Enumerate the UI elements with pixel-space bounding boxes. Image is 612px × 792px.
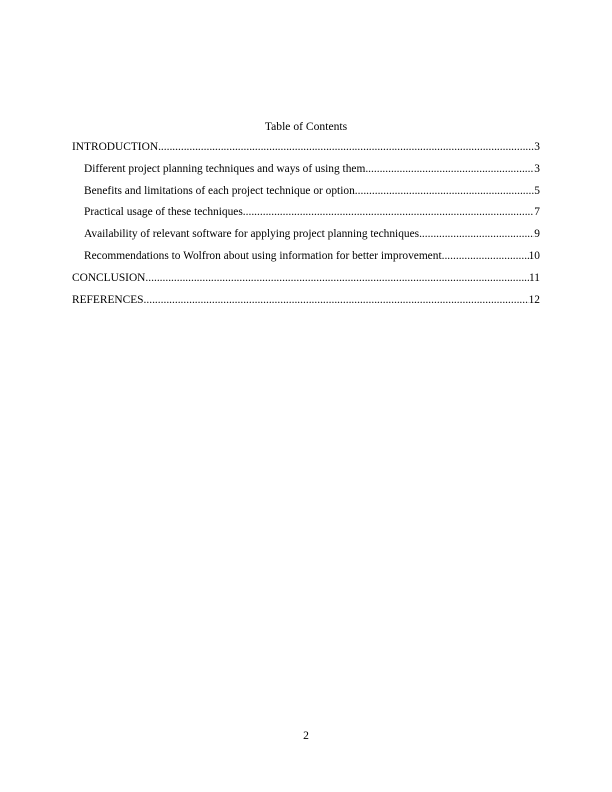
toc-entry-references[interactable] xyxy=(72,293,540,307)
toc-entry-text: Different project planning techniques and ways of using them xyxy=(84,162,366,175)
toc-entry-page: 7 xyxy=(534,206,540,219)
toc-dot-leader xyxy=(144,293,529,307)
toc-title: Table of Contents xyxy=(264,120,348,133)
toc-entry-text: REFERENCES xyxy=(72,293,144,306)
toc-entry-text: CONCLUSION xyxy=(72,271,146,284)
toc-dot-leader xyxy=(158,140,534,154)
toc-entry-text: Availability of relevant software for applying project planning techniques xyxy=(84,228,420,241)
toc-dot-leader xyxy=(243,205,535,219)
toc-entry-page: 12 xyxy=(528,293,540,306)
toc-dot-leader xyxy=(419,227,534,241)
toc-entry-page: 11 xyxy=(529,271,540,284)
toc-dot-leader xyxy=(442,249,529,263)
toc-entry-benefits-limitations[interactable] xyxy=(72,184,540,198)
toc-entry-page: 5 xyxy=(534,184,540,197)
toc-entry-page: 9 xyxy=(534,228,540,241)
toc-entry-planning-techniques[interactable] xyxy=(72,162,540,176)
toc-entry-text: Benefits and limitations of each project technique or option xyxy=(84,184,355,197)
toc-entry-text: INTRODUCTION xyxy=(72,141,159,153)
toc-entry-recommendations[interactable] xyxy=(72,249,540,263)
toc-entry-text: Recommendations to Wolfron about using information for better improvement xyxy=(84,249,442,262)
toc-entry-software-availability[interactable] xyxy=(72,227,540,241)
table-of-contents xyxy=(72,140,540,314)
toc-entry-practical-usage[interactable] xyxy=(72,205,540,219)
toc-entry-page: 3 xyxy=(534,162,540,175)
toc-entry-page: 3 xyxy=(534,141,540,153)
toc-entry-conclusion[interactable] xyxy=(72,271,540,285)
toc-entry-page: 10 xyxy=(528,249,540,262)
toc-dot-leader xyxy=(355,184,535,198)
toc-dot-leader xyxy=(365,162,534,176)
page-number: 2 xyxy=(303,729,309,742)
toc-entry-text: Practical usage of these techniques xyxy=(84,206,243,219)
toc-entry-introduction[interactable] xyxy=(72,140,540,154)
toc-dot-leader xyxy=(145,271,529,285)
